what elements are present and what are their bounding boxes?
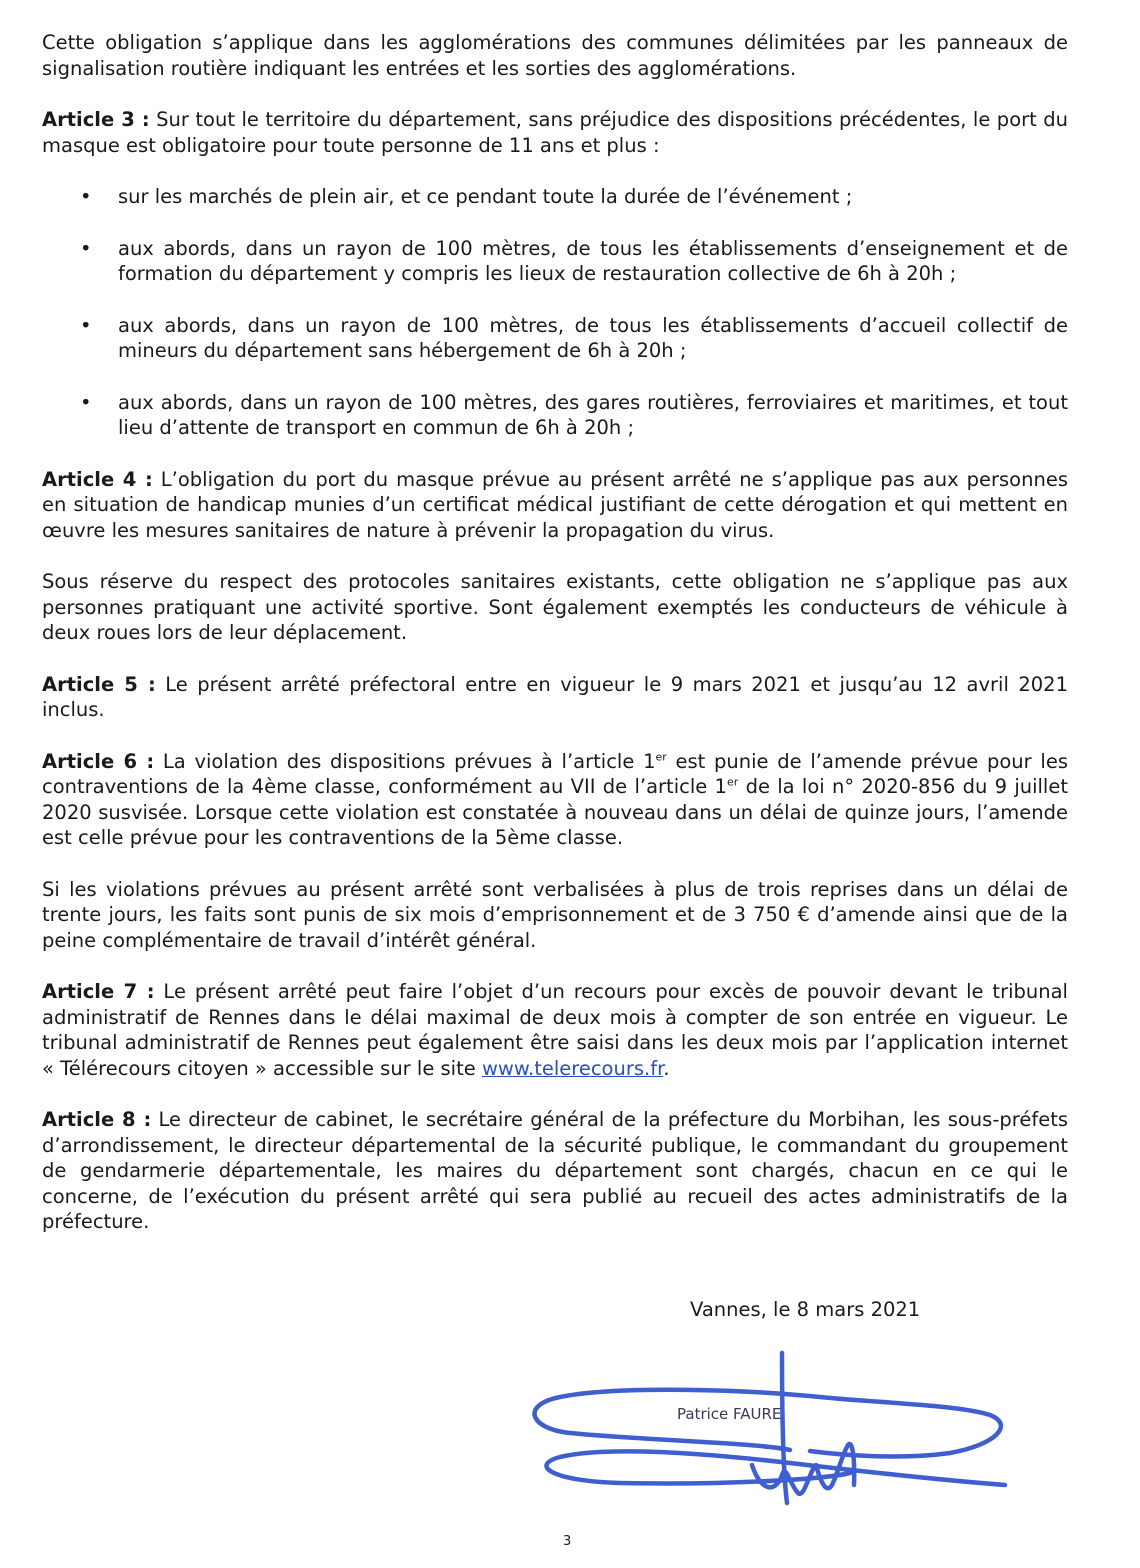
article-6-text-b: est punie de l’amende prévue pour les contraventions de la 4ème classe, conformément au VII de l’article 1: [42, 749, 1068, 798]
list-item: [42, 184, 1068, 210]
signature-block: [520, 1345, 1020, 1520]
article-8: [42, 1107, 1068, 1235]
telerecours-link[interactable]: www.telerecours.fr: [481, 1056, 664, 1080]
article-8-label: Article 8 :: [42, 1108, 152, 1131]
article-5-text: Le présent arrêté préfectoral entre en vigueur le 9 mars 2021 et jusqu’au 12 avril 2021 inclus.: [42, 672, 1068, 721]
article-7-period: .: [663, 1056, 670, 1080]
bullet-icon: •: [80, 390, 92, 414]
article-6-text-a: La violation des dispositions prévues à l’article 1: [154, 749, 656, 773]
article-7-text: Le présent arrêté peut faire l’objet d’un recours pour excès de pouvoir devant le tribunal administratif de Rennes dans le délai maximal de deux mois à compter de son entrée en vigueur. Le tribunal administratif de Rennes peut également être saisi dans les deux mois par l’application internet « Télérecours citoyen » accessible sur le site: [42, 980, 1068, 1080]
bullet-icon: •: [80, 236, 92, 260]
article-6-superscript: er: [726, 775, 739, 789]
bullet-icon: •: [80, 185, 92, 208]
article-6-paragraph-2: Si les violations prévues au présent arrêté sont verbalisées à plus de trois reprises dans un délai de trente jours, les faits sont punis de six mois d’emprisonnement et de 3 750 € d’amende ainsi que de la peine complémentaire de travail d’intérêt général.: [42, 877, 1068, 952]
list-item: [42, 313, 1068, 364]
list-item-text: aux abords, dans un rayon de 100 mètres, de tous les établissements d’enseignement et de formation du département y compris les lieux de restauration collective de 6h à 20h ;: [118, 236, 1068, 285]
article-4-label: Article 4 :: [42, 467, 153, 491]
article-7-label: Article 7 :: [42, 980, 155, 1003]
list-item: [42, 236, 1068, 287]
article-6-label: Article 6 :: [42, 749, 155, 773]
article-3-list: [42, 184, 1068, 441]
article-4: [42, 467, 1068, 544]
list-item-text: aux abords, dans un rayon de 100 mètres, des gares routières, ferroviaires et maritimes, et tout lieu d’attente de transport en commun de 6h à 20h ;: [118, 390, 1068, 439]
article-3: [42, 107, 1068, 158]
article-6-superscript: er: [655, 750, 667, 763]
article-6: [42, 749, 1068, 851]
list-item-text: aux abords, dans un rayon de 100 mètres, de tous les établissements d’accueil collectif de mineurs du département sans hébergement de 6h à 20h ;: [118, 313, 1068, 362]
article-3-text: Sur tout le territoire du département, sans préjudice des dispositions précédentes, le port du masque est obligatoire pour toute personne de 11 ans et plus :: [42, 108, 1068, 157]
article-4-paragraph-2: Sous réserve du respect des protocoles sanitaires existants, cette obligation ne s’applique pas aux personnes pratiquant une activité sportive. Sont également exemptés les conducteurs de véhicule à deux roues lors de leur déplacement.: [42, 570, 1068, 644]
article-7: [42, 979, 1068, 1081]
article-5: [42, 672, 1068, 723]
article-8-text: Le directeur de cabinet, le secrétaire général de la préfecture du Morbihan, les sous-préfets d’arrondissement, le directeur départemental de la sécurité publique, le commandant du groupement de gendarmerie départementale, les maires du département sont chargés, chacun en ce qui le concerne, de l’exécution du présent arrêté qui sera publié au recueil des actes administratifs de la préfecture.: [42, 1108, 1068, 1233]
article-4-text: L’obligation du port du masque prévue au présent arrêté ne s’applique pas aux personnes en situation de handicap munies d’un certificat médical justifiant de cette dérogation et qui mettent en œuvre les mesures sanitaires de nature à prévenir la propagation du virus.: [42, 467, 1068, 542]
list-item: [42, 390, 1068, 441]
bullet-icon: •: [80, 313, 92, 337]
article-3-label: Article 3 :: [42, 108, 150, 131]
place-date: Vannes, le 8 mars 2021: [690, 1298, 921, 1321]
page-number: 3: [563, 1534, 572, 1549]
intro-paragraph: Cette obligation s’applique dans les agglomérations des communes délimitées par les panneaux de signalisation routière indiquant les entrées et les sorties des agglomérations.: [42, 31, 1068, 80]
list-item-text: sur les marchés de plein air, et ce pendant toute la durée de l’événement ;: [118, 185, 853, 208]
article-6-text-c: de la loi n° 2020-856 du 9 juillet 2020 susvisée. Lorsque cette violation est constatée à nouveau dans un délai de quinze jours, l’amende est celle prévue pour les contraventions de la 5ème classe.: [42, 775, 1068, 849]
handwritten-signature-icon: [520, 1345, 1020, 1520]
article-5-label: Article 5 :: [42, 672, 156, 696]
document-body: [42, 30, 1068, 1261]
signer-name: Patrice FAURE: [677, 1405, 782, 1423]
